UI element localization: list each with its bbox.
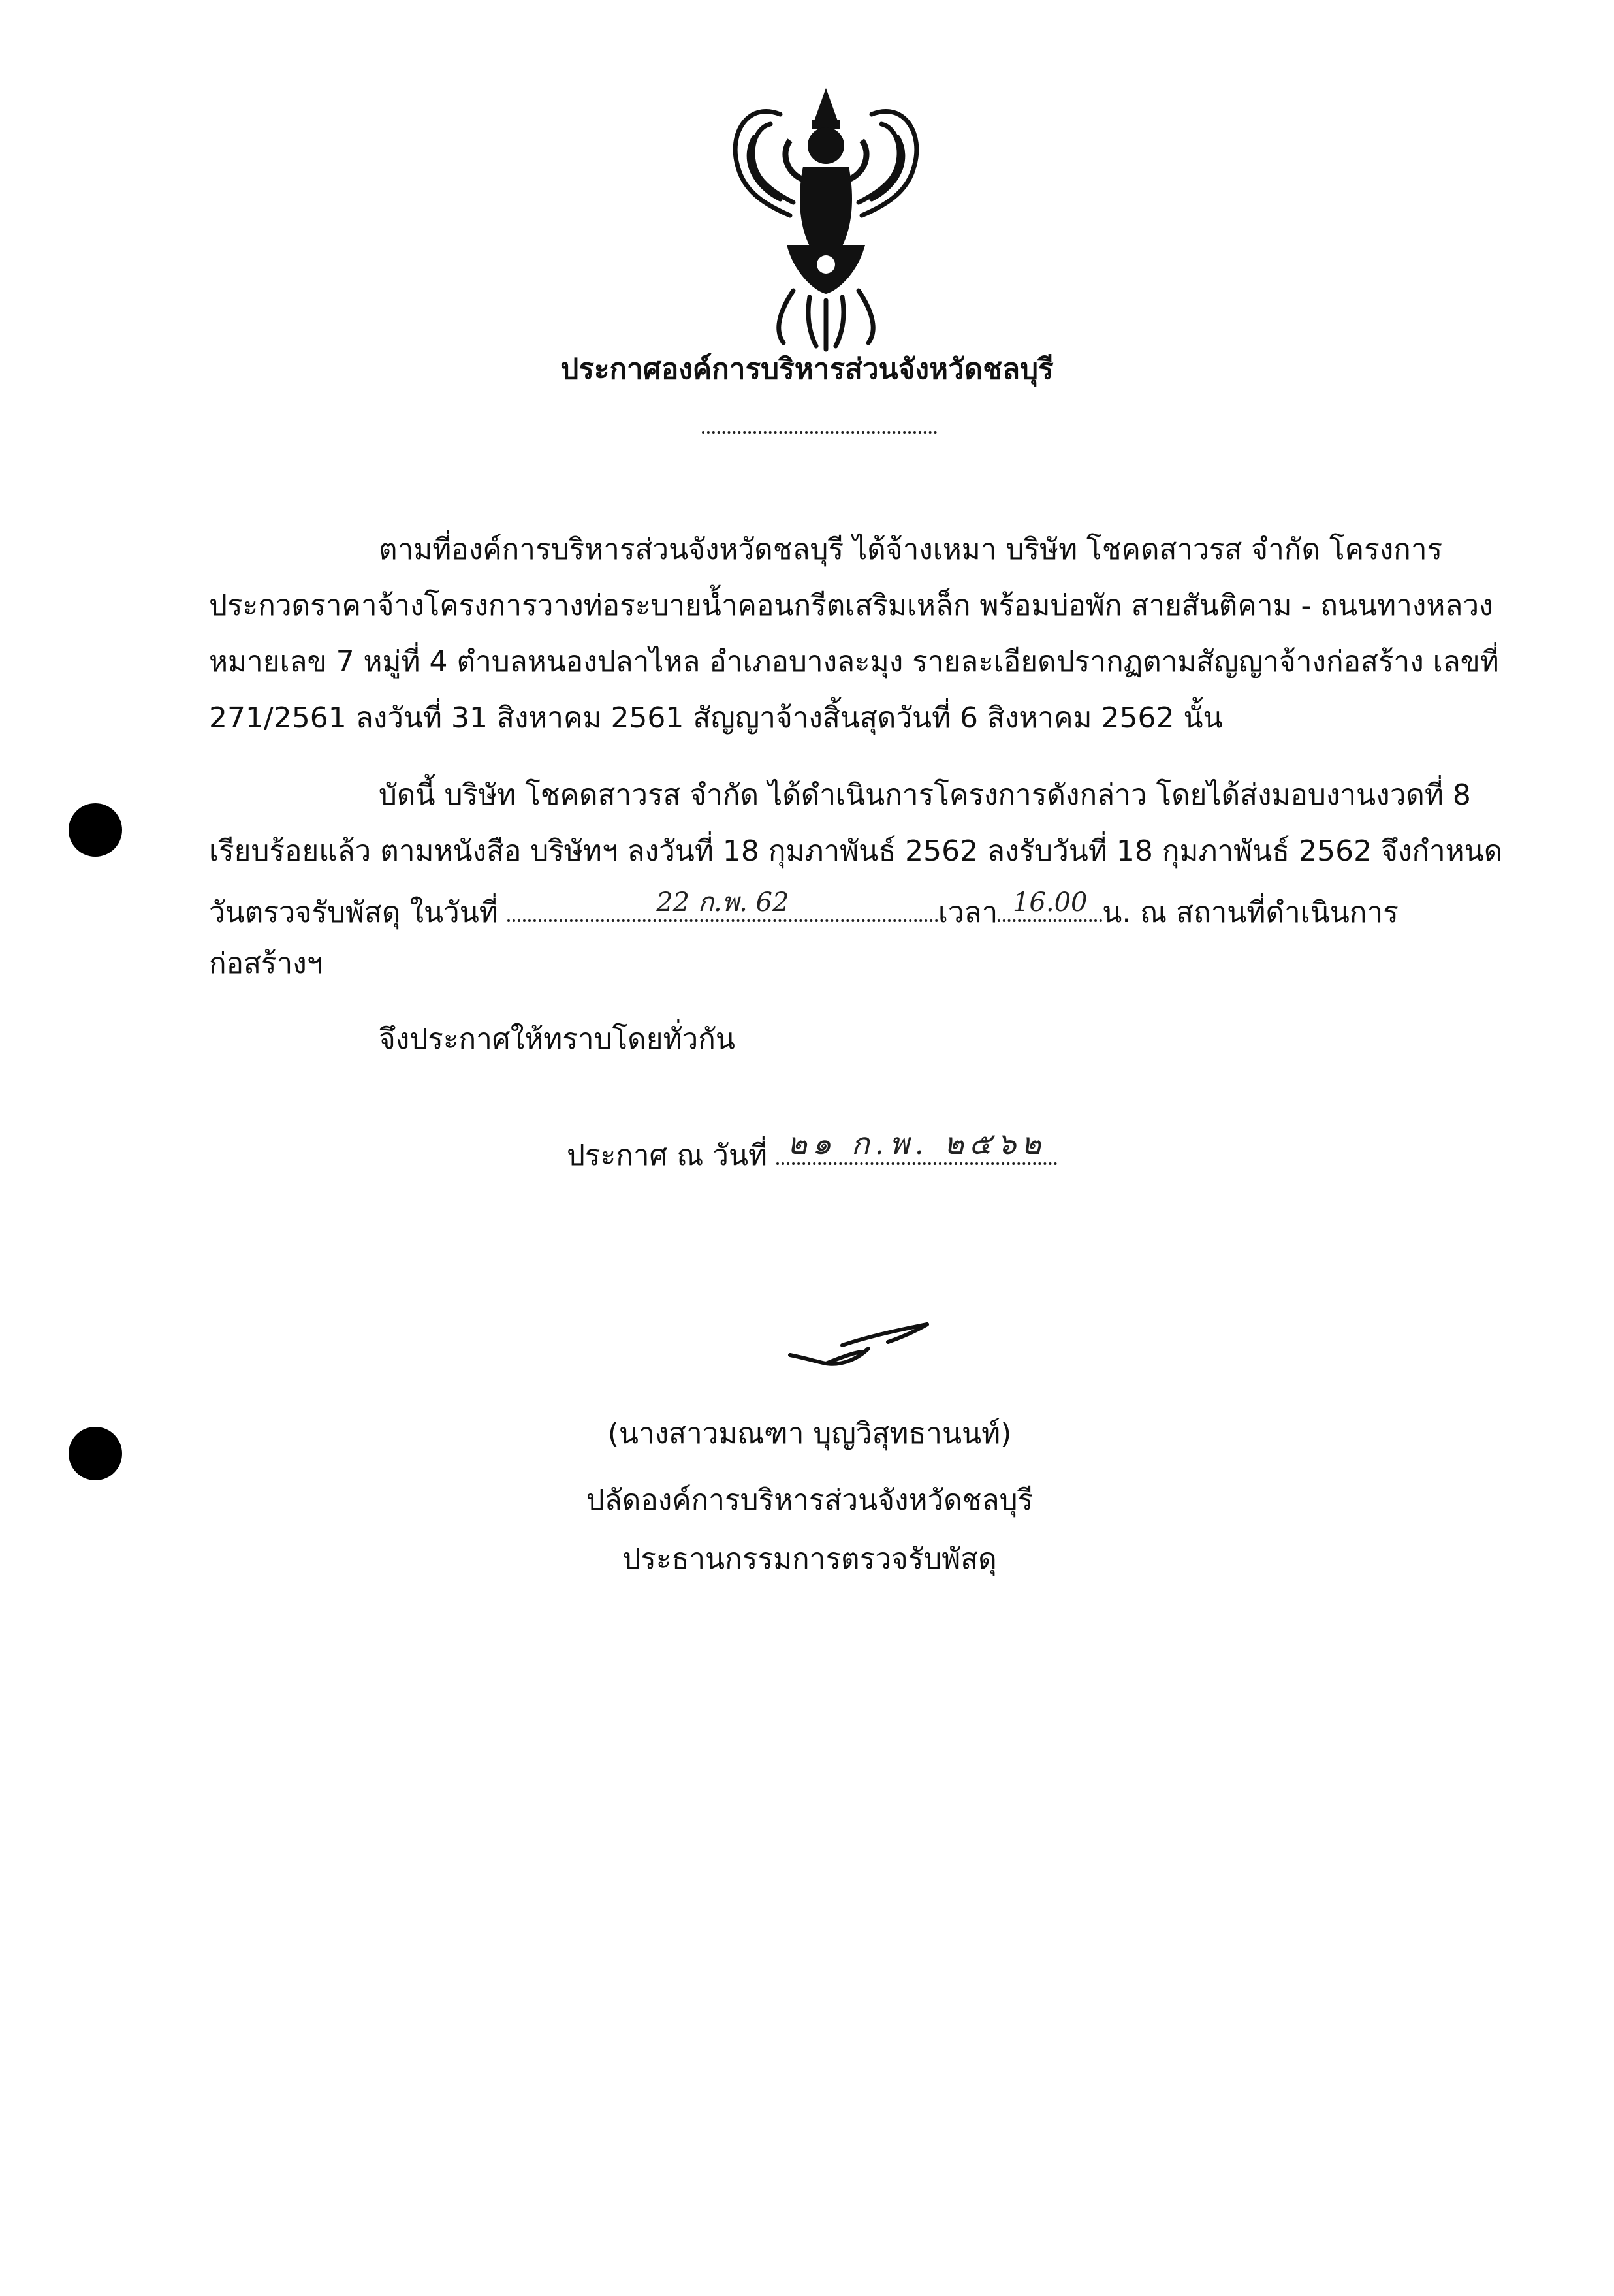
signer-role: ประธานกรรมการตรวจรับพัสดุ [622, 1542, 997, 1576]
document-title: ประกาศองค์การบริหารส่วนจังหวัดชลบุรี [560, 353, 1054, 386]
announce-date-field [776, 1126, 1057, 1165]
paragraph2-line3 [209, 887, 1399, 929]
paragraph1-line4: 271/2561 ลงวันที่ 31 สิงหาคม 2561 สัญญาจ้างสิ้นสุดวันที่ 6 สิงหาคม 2562 นั้น [209, 701, 1223, 735]
paragraph2-line2: เรียบร้อยแล้ว ตามหนังสือ บริษัทฯ ลงวันที่ 18 กุมภาพันธ์ 2562 ลงรับวันที่ 18 กุมภาพันธ์ 2562 จึงกำหนด [209, 835, 1503, 868]
paragraph1-line1: ตามที่องค์การบริหารส่วนจังหวัดชลบุรี ได้จ้างเหมา บริษัท โชคดสาวรส จำกัด โครงการ [379, 533, 1443, 566]
paragraph2-line4: ก่อสร้างฯ [209, 947, 323, 980]
punch-hole-bottom [69, 1427, 122, 1480]
closing-statement: จึงประกาศให้ทราบโดยทั่วกัน [379, 1023, 735, 1056]
inspect-date-field [507, 887, 938, 922]
punch-hole-top [69, 803, 122, 857]
inspect-time-label: เวลา [938, 896, 998, 929]
garuda-emblem-icon [682, 75, 970, 362]
inspect-date-label: วันตรวจรับพัสดุ ในวันที่ [209, 896, 498, 929]
announce-date-label: ประกาศ ณ วันที่ [567, 1139, 768, 1172]
inspect-time-handwritten: 16.00 [1012, 887, 1088, 917]
signature-icon [780, 1313, 937, 1384]
announce-date-line [567, 1126, 1057, 1172]
inspect-time-field [998, 887, 1102, 922]
inspect-location-text: น. ณ สถานที่ดำเนินการ [1102, 896, 1399, 929]
title-divider [702, 431, 937, 434]
paragraph2-line1: บัดนี้ บริษัท โชคดสาวรส จำกัด ได้ดำเนินการโครงการดังกล่าว โดยได้ส่งมอบงานงวดที่ 8 [379, 778, 1471, 812]
paragraph1-line2: ประกวดราคาจ้างโครงการวางท่อระบายน้ำคอนกรีตเสริมเหล็ก พร้อมบ่อพัก สายสันติคาม - ถนนทางหลวง [209, 589, 1493, 622]
paragraph1-line3: หมายเลข 7 หมู่ที่ 4 ตำบลหนองปลาไหล อำเภอบางละมุง รายละเอียดปรากฏตามสัญญาจ้างก่อสร้าง เลขที่ [209, 645, 1499, 678]
inspect-date-handwritten: 22 ก.พ. 62 [656, 887, 789, 917]
signer-name: (นางสาวมณฑา บุญวิสุทธานนท์) [607, 1417, 1012, 1450]
signer-position: ปลัดองค์การบริหารส่วนจังหวัดชลบุรี [586, 1484, 1034, 1517]
announce-date-stamp: ๒๑ ก.พ. ๒๕๖๒ [787, 1126, 1047, 1161]
